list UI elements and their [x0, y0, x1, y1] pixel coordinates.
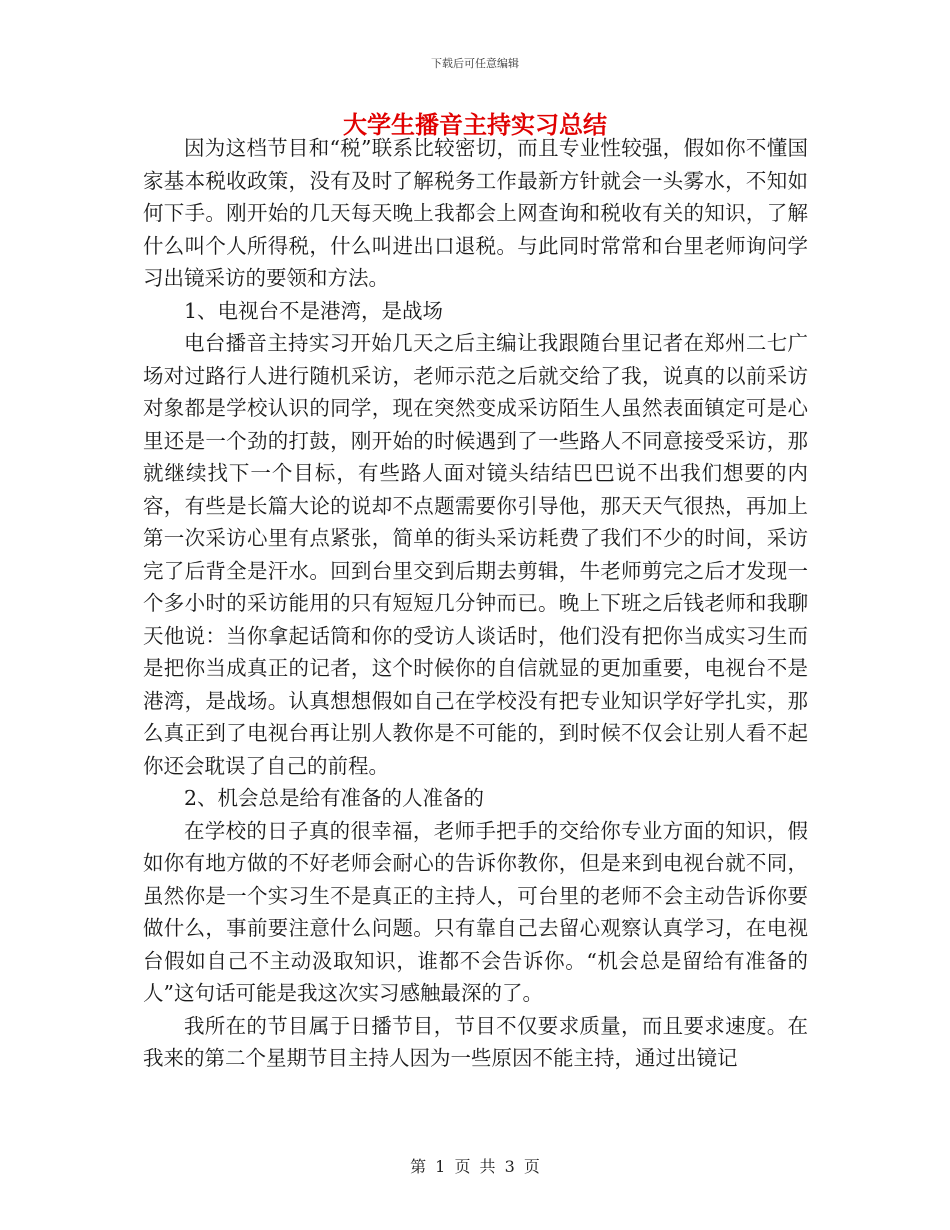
paragraph-daily-program: 我所在的节目属于日播节目，节目不仅要求质量，而且要求速度。在我来的第二个星期节目主持人因为一些原因不能主持，通过出镜记 [143, 1013, 808, 1070]
page-header-note: 下载后可任意编辑 [431, 57, 519, 70]
document-body [143, 132, 808, 1075]
document-title: 大学生播音主持实习总结 [343, 110, 607, 139]
section-heading-1: 1、电视台不是港湾，是战场 [184, 298, 444, 323]
section-heading-2: 2、机会总是给有准备的人准备的 [184, 786, 485, 810]
paragraph-section-1: 电台播音主持实习开始几天之后主编让我跟随台里记者在郑州二七广场对过路行人进行随机采访，老师示范之后就交给了我，说真的以前采访对象都是学校认识的同学，现在突然变成采访陌生人虽然表面镇定可是心里还是一个劲的打鼓，刚开始的时候遇到了一些路人不同意接受采访，那就继续找下一个目标，有些路人面对镜头结结巴巴说不出我们想要的内容，有些是长篇大论的说却不点题需要你引导他，那天天气很热，再加上第一次采访心里有点紧张，简单的街头采访耗费了我们不少的时间，采访完了后背全是汗水。回到台里交到后期去剪辑，牛老师剪完之后才发现一个多小时的采访能用的只有短短几分钟而已。晚上下班之后钱老师和我聊天他说：当你拿起话筒和你的受访人谈话时，他们没有把你当成实习生而是把你当成真正的记者，这个时候你的自信就显的更加重要，电视台不是港湾，是战场。认真想想假如自己在学校没有把专业知识学好学扎实，那么真正到了电视台再让别人教你是不可能的，到时候不仅会让别人看不起你还会耽误了自己的前程。 [143, 331, 808, 778]
page-number: 第 1 页 共 3 页 [410, 1157, 540, 1176]
paragraph-intro: 因为这档节目和“税”联系比较密切，而且专业性较强，假如你不懂国家基本税收政策，没有及时了解税务工作最新方针就会一头雾水，不知如何下手。刚开始的几天每天晚上我都会上网查询和税收有关的知识，了解什么叫个人所得税，什么叫进出口退税。与此同时常常和台里老师询问学习出镜采访的要领和方法。 [143, 136, 808, 290]
paragraph-section-2: 在学校的日子真的很幸福，老师手把手的交给你专业方面的知识，假如你有地方做的不好老师会耐心的告诉你教你，但是来到电视台就不同，虽然你是一个实习生不是真正的主持人，可台里的老师不会主动告诉你要做什么，事前要注意什么问题。只有靠自己去留心观察认真学习，在电视台假如自己不主动汲取知识，谁都不会告诉你。“机会总是留给有准备的人”这句话可能是我这次实习感触最深的了。 [143, 818, 808, 1005]
